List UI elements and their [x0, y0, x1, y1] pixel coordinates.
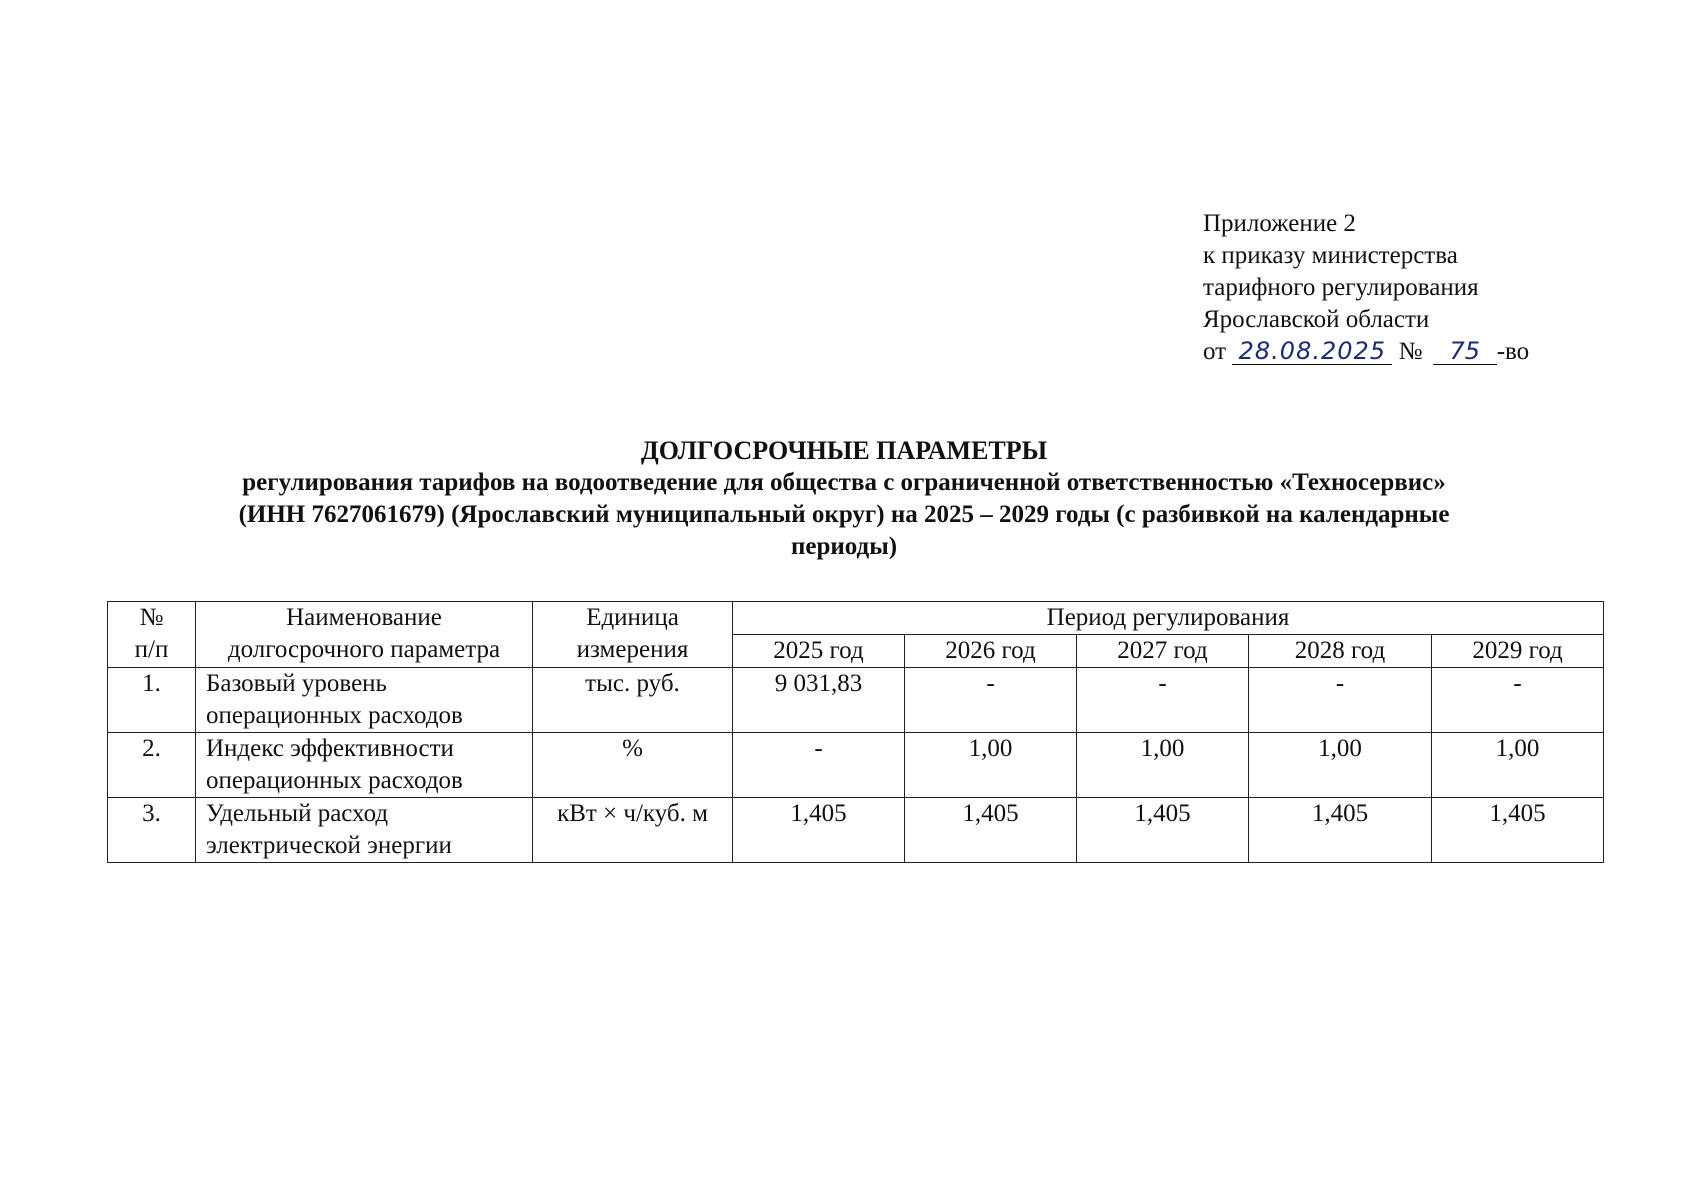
header-unit-cell [533, 602, 733, 668]
annex-title: Приложение 2 [1203, 210, 1356, 237]
row-parameter-name-line-2: операционных расходов [206, 702, 463, 729]
header-year-2029: 2029 год [1432, 635, 1604, 668]
table-row [108, 668, 1604, 733]
annex-date-handwritten: 28.08.2025 [1232, 338, 1392, 365]
document-title [120, 435, 1568, 563]
annex-number-label: № [1398, 338, 1423, 365]
document-subtitle-line-3: периоды) [790, 533, 898, 560]
document-subtitle-line-2: (ИНН 7627061679) (Ярославский муниципальный округ) на 2025 – 2029 годы (с разбивкой на календарные [238, 501, 1450, 528]
header-num-line-2: п/п [134, 636, 169, 663]
header-year-2028: 2028 год [1249, 635, 1432, 668]
row-unit: тыс. руб. [533, 668, 733, 733]
row-unit: % [533, 733, 733, 798]
row-value-2029: 1,00 [1432, 733, 1604, 798]
annex-number-handwritten: 75 [1433, 338, 1497, 365]
header-name-line-1: Наименование [286, 604, 442, 631]
header-year-2027: 2027 год [1077, 635, 1249, 668]
header-name-cell [196, 602, 533, 668]
header-period-cell: Период регулирования [733, 602, 1604, 635]
row-value-2026: 1,00 [905, 733, 1077, 798]
header-unit-line-1: Единица [586, 604, 679, 631]
document-subtitle-line-1: регулирования тарифов на водоотведение для общества с ограниченной ответственностью «Техносервис» [242, 469, 1446, 496]
row-value-2027: 1,00 [1077, 733, 1249, 798]
row-value-2026: 1,405 [905, 798, 1077, 863]
annex-line-ministry: тарифного регулирования [1203, 274, 1479, 301]
header-unit-line-2: измерения [576, 636, 689, 663]
document-main-title: ДОЛГОСРОЧНЫЕ ПАРАМЕТРЫ [640, 436, 1048, 465]
row-value-2027: - [1077, 668, 1249, 733]
table-row [108, 798, 1604, 863]
row-parameter-name [196, 798, 533, 863]
row-parameter-name [196, 733, 533, 798]
row-number: 1. [108, 668, 196, 733]
annex-line-region: Ярославской области [1203, 306, 1430, 333]
row-parameter-name [196, 668, 533, 733]
annex-line-order: к приказу министерства [1203, 242, 1458, 269]
header-num-cell [108, 602, 196, 668]
annex-block [1203, 208, 1529, 368]
row-value-2026: - [905, 668, 1077, 733]
row-value-2025: 9 031,83 [733, 668, 905, 733]
row-parameter-name-line-1: Индекс эффективности [206, 735, 454, 762]
annex-number-suffix: -во [1496, 338, 1530, 365]
table-header-row-1 [108, 602, 1604, 635]
row-value-2029: - [1432, 668, 1604, 733]
header-year-2026: 2026 год [905, 635, 1077, 668]
annex-from-label: от [1203, 338, 1227, 365]
row-parameter-name-line-1: Базовый уровень [206, 670, 387, 697]
row-value-2027: 1,405 [1077, 798, 1249, 863]
row-value-2029: 1,405 [1432, 798, 1604, 863]
row-value-2028: 1,405 [1249, 798, 1432, 863]
parameters-table [107, 601, 1604, 863]
row-parameter-name-line-2: операционных расходов [206, 767, 463, 794]
row-value-2025: 1,405 [733, 798, 905, 863]
row-value-2028: - [1249, 668, 1432, 733]
row-parameter-name-line-2: электрической энергии [206, 832, 452, 859]
row-parameter-name-line-1: Удельный расход [206, 800, 389, 827]
table-row [108, 733, 1604, 798]
row-value-2028: 1,00 [1249, 733, 1432, 798]
row-unit: кВт × ч/куб. м [533, 798, 733, 863]
annex-date-number-line [1203, 336, 1529, 368]
row-value-2025: - [733, 733, 905, 798]
row-number: 2. [108, 733, 196, 798]
header-name-line-2: долгосрочного параметра [227, 636, 501, 663]
row-number: 3. [108, 798, 196, 863]
header-num-line-1: № [139, 604, 164, 631]
header-year-2025: 2025 год [733, 635, 905, 668]
